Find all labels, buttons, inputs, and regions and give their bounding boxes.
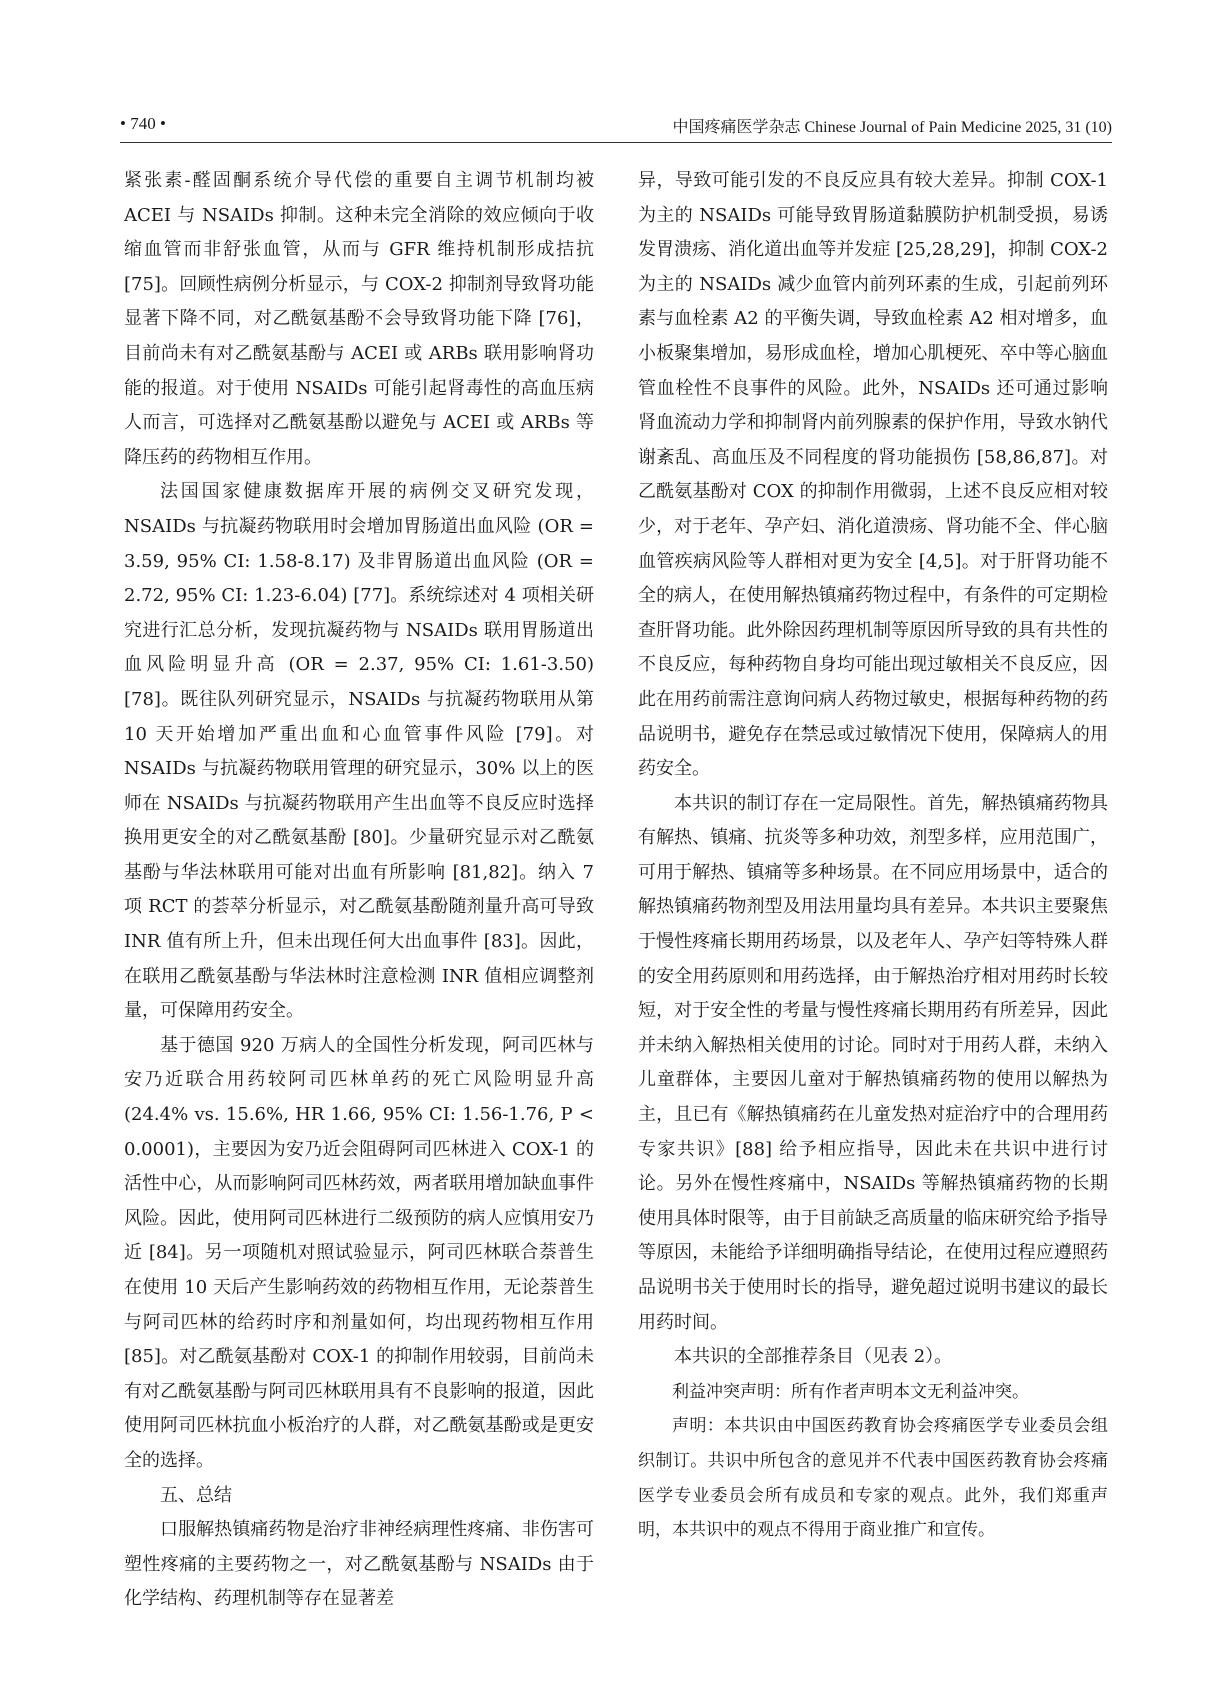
running-header (120, 108, 1112, 143)
paragraph: 紧张素-醛固酮系统介导代偿的重要自主调节机制均被 ACEI 与 NSAIDs 抑制。这种未完全消除的效应倾向于收缩血管而非舒张血管，从而与 GFR 维持机制形成拮抗 [75]。回顾性病例分析显示，与 COX-2 抑制剂导致肾功能显著下降不同，对乙酰氨基酚不会导致肾功能下降 [76]，目前尚未有对乙酰氨基酚与 ACEI 或 ARBs 联用影响肾功能的报道。对于使用 NSAIDs 可能引起肾毒性的高血压病人而言，可选择对乙酰氨基酚以避免与 ACEI 或 ARBs 等降压药的药物相互作用。 (124, 170, 594, 468)
left-column (124, 164, 594, 1617)
right-column (638, 164, 1108, 1548)
paragraph: 法国国家健康数据库开展的病例交叉研究发现，NSAIDs 与抗凝药物联用时会增加胃肠道出血风险 (OR = 3.59, 95% CI: 1.58-8.17) 及非胃肠道出血风险 (OR = 2.72, 95% CI: 1.23-6.04) [77]。系统综述对 4 项相关研究进行汇总分析，发现抗凝药物与 NSAIDs 联用胃肠道出血风险明显升高 (OR = 2.37, 95% CI: 1.61-3.50) [78]。既往队列研究显示，NSAIDs 与抗凝药物联用从第 10 天开始增加严重出血和心血管事件风险 [79]。对 NSAIDs 与抗凝药物联用管理的研究显示，30% 以上的医师在 NSAIDs 与抗凝药物联用产生出血等不良反应时选择换用更安全的对乙酰氨基酚 [80]。少量研究显示对乙酰氨基酚与华法林联用可能对出血有所影响 [81,82]。纳入 7 项 RCT 的荟萃分析显示，对乙酰氨基酚随剂量升高可导致 INR 值有所上升，但未出现任何大出血事件 [83]。因此，在联用乙酰氨基酚与华法林时注意检测 INR 值相应调整剂量，可保障用药安全。 (124, 481, 594, 1022)
paragraph: 本共识的制订存在一定局限性。首先，解热镇痛药物具有解热、镇痛、抗炎等多种功效，剂型多样，应用范围广，可用于解热、镇痛等多种场景。在不同应用场景中，适合的解热镇痛药物剂型及用法用量均具有差异。本共识主要聚焦于慢性疼痛长期用药场景，以及老年人、孕产妇等特殊人群的安全用药原则和用药选择，由于解热治疗相对用药时长较短，对于安全性的考量与慢性疼痛长期用药有所差异，因此并未纳入解热相关使用的讨论。同时对于用药人群，未纳入儿童群体，主要因儿童对于解热镇痛药物的使用以解热为主，且已有《解热镇痛药在儿童发热对症治疗中的合理用药专家共识》[88] 给予相应指导，因此未在共识中进行讨论。另外在慢性疼痛中，NSAIDs 等解热镇痛药物的长期使用具体时限等，由于目前缺乏高质量的临床研究给予指导等原因，未能给予详细明确指导结论，在使用过程应遵照药品说明书关于使用时长的指导，避免超过说明书建议的最长用药时间。 (638, 792, 1108, 1333)
paragraph: 基于德国 920 万病人的全国性分析发现，阿司匹林与安乃近联合用药较阿司匹林单药的死亡风险明显升高 (24.4% vs. 15.6%, HR 1.66, 95% CI: 1.56-1.76, P < 0.0001)，主要因为安乃近会阻碍阿司匹林进入 COX-1 的活性中心，从而影响阿司匹林药效，两者联用增加缺血事件风险。因此，使用阿司匹林进行二级预防的病人应慎用安乃近 [84]。另一项随机对照试验显示，阿司匹林联合萘普生在使用 10 天后产生影响药效的药物相互作用，无论萘普生与阿司匹林的给药时序和剂量如何，均出现药物相互作用 [85]。对乙酰氨基酚对 COX-1 的抑制作用较弱，目前尚未有对乙酰氨基酚与阿司匹林联用具有不良影响的报道，因此使用阿司匹林抗血小板治疗的人群，对乙酰氨基酚或是更安全的选择。 (124, 1034, 594, 1471)
conflict-of-interest-statement: 利益冲突声明：所有作者声明本文无利益冲突。 (672, 1381, 1029, 1402)
journal-title: 中国疼痛医学杂志 Chinese Journal of Pain Medicine 2025, 31 (10) (672, 119, 1112, 136)
paragraph: 异，导致可能引发的不良反应具有较大差异。抑制 COX-1 为主的 NSAIDs 可能导致胃肠道黏膜防护机制受损，易诱发胃溃疡、消化道出血等并发症 [25,28,29]，抑制 COX-2 为主的 NSAIDs 减少血管内前列环素的生成，引起前列环素与血栓素 A2 的平衡失调，导致血栓素 A2 相对增多，血小板聚集增加，易形成血栓，增加心肌梗死、卒中等心脑血管血栓性不良事件的风险。此外，NSAIDs 还可通过影响肾血流动力学和抑制肾内前列腺素的保护作用，导致水钠代谢紊乱、高血压及不同程度的肾功能损伤 [58,86,87]。对乙酰氨基酚对 COX 的抑制作用微弱，上述不良反应相对较少，对于老年、孕产妇、消化道溃疡、肾功能不全、伴心脑血管疾病风险等人群相对更为安全 [4,5]。对于肝肾功能不全的病人，在使用解热镇痛药物过程中，有条件的可定期检查肝肾功能。此外除因药理机制等原因所导致的具有共性的不良反应，每种药物自身均可能出现过敏相关不良反应，因此在用药前需注意询问病人药物过敏史，根据每种药物的药品说明书，避免存在禁忌或过敏情况下使用，保障病人的用药安全。 (638, 170, 1108, 780)
paragraph: 口服解热镇痛药物是治疗非神经病理性疼痛、非伤害可塑性疼痛的主要药物之一，对乙酰氨基酚与 NSAIDs 由于化学结构、药理机制等存在显著差 (124, 1519, 594, 1610)
paragraph: 本共识的全部推荐条目（见表 2）。 (674, 1346, 953, 1368)
page-number: • 740 • (120, 114, 166, 133)
disclaimer-statement: 声明：本共识由中国医药教育协会疼痛医学专业委员会组织制订。共识中所包含的意见并不代表中国医药教育协会疼痛医学专业委员会所有成员和专家的观点。此外，我们郑重声明，本共识中的观点不得用于商业推广和宣传。 (638, 1416, 1108, 1541)
section-heading: 五、总结 (160, 1484, 232, 1506)
